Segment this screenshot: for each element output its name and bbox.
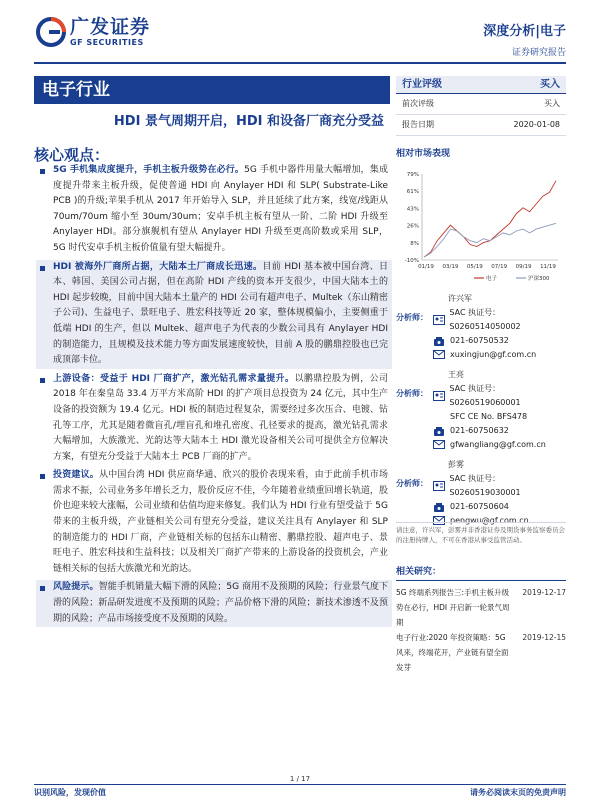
- rating-box: [396, 76, 566, 136]
- analyst-label: 分析师：: [396, 389, 428, 398]
- phone-icon: [432, 334, 446, 348]
- report-title: HDI 景气周期开启，HDI 和设备厂商充分受益: [113, 114, 384, 129]
- core-views-list: [40, 163, 388, 630]
- related-heading: 相关研究：: [396, 564, 566, 581]
- core-view-lead: 上游设备：受益于 HDI 厂商扩产，激光钻孔需求量提升。: [53, 373, 295, 384]
- id-card-icon: [432, 479, 445, 493]
- x-tick-label: 03/19: [442, 264, 459, 270]
- y-tick-label: -10%: [404, 258, 419, 264]
- related-item-title[interactable]: 5G 终端系列报告三:手机主板升级势在必行，HDI 开启新一轮景气周期: [396, 588, 510, 627]
- core-view-item: [36, 260, 392, 369]
- page-number: 1 / 17: [289, 775, 311, 783]
- analyst-block: [396, 292, 566, 362]
- rating-label: 行业评级: [402, 79, 442, 90]
- series-line-1: [424, 223, 556, 257]
- analyst-phone: 021-60750604: [450, 502, 509, 511]
- core-view-lead: 风险提示。: [53, 582, 99, 593]
- analyst-name: 许兴军: [448, 294, 472, 303]
- y-tick-label: 79%: [406, 172, 419, 178]
- report-type: 深度分析|电子: [483, 24, 566, 39]
- logo-en-text: GF SECURITIES: [70, 37, 144, 47]
- analyst-email[interactable]: pengwu@gf.com.cn: [450, 516, 529, 525]
- related-item-date: 2019-12-17: [522, 588, 566, 597]
- related-item[interactable]: [396, 630, 566, 675]
- core-view-text: [53, 580, 388, 627]
- legend-label: 电子: [486, 276, 498, 282]
- company-logo: [36, 14, 166, 50]
- core-view-body: 5G 手机中器件用量大幅增加，集成度提升带来主板升级，促使普通 HDI 向 Anylayer HDI 和 SLP( Substrate-Like PCB )的升级;苹果手机从 2017 年开始导入 SLP，并且延续了此方案，线宽/线距从 70um/70um 缩小至 30um/30um；安卓手机主板有望从一阶、二阶 HDI 升级至 Anylayer HDI。部分旗舰机有望从 Anylayer HDI 升级至更高阶数或采用 SLP，5G 时代安卓手机主板价值量有望大幅提升。: [53, 165, 388, 253]
- core-view-text: [53, 372, 388, 466]
- rating-row-label: 报告日期: [402, 120, 434, 129]
- analyst-block: [396, 458, 566, 528]
- bullet-square-icon: [40, 586, 45, 591]
- relative-performance-chart: [396, 168, 566, 284]
- core-view-text: [53, 260, 388, 369]
- analyst-block: [396, 368, 566, 452]
- rating-row-date: [396, 115, 566, 136]
- analyst-disclaimer: 请注意，许兴军，彭雾并非香港证券及期货事务监察委员会的注册持牌人，不可在香港从事受监管活动。: [396, 522, 566, 545]
- analyst-license: SAC 执证号：S0260514050002: [449, 308, 521, 331]
- analyst-label: 分析师：: [396, 479, 428, 488]
- analyst-phone: 021-60750532: [450, 336, 509, 345]
- x-tick-label: 07/19: [491, 264, 508, 270]
- core-view-body: 从中国台湾 HDI 供应商华通、欣兴的股价表现来看，由于此前手机市场需求不振，公司业务多年增长乏力，股价反应不佳，今年随着业绩重回增长轨道，股价也迎来较大涨幅，公司业绩和估值均迎来修复。我们认为 HDI 行业有望受益于 5G 带来的主板升级，产业链相关公司有望充分受益，建议关注具有 Anylayer 和 SLP 的制造能力的 HDI 厂商，产业链相关标的包括东山精密、鹏鼎控股、超声电子、景旺电子、胜宏科技和生益科技；以及相关厂商扩产带来的上游设备的投资机会，产业链相关标的包括大族激光和光韵达。: [53, 470, 388, 574]
- y-tick-label: 61%: [406, 189, 419, 196]
- analyst-phone: 021-60750632: [450, 426, 509, 435]
- rating-value: 买入: [540, 79, 560, 90]
- rating-row-label: 前次评级: [402, 99, 434, 108]
- logo-cn-text: 广发证券: [70, 15, 151, 38]
- phone-icon: [432, 424, 446, 438]
- analyst-name: 彭雾: [448, 460, 464, 469]
- x-tick-label: 09/19: [515, 264, 532, 270]
- bullet-square-icon: [40, 378, 45, 383]
- core-views-heading: 核心观点：: [34, 146, 110, 164]
- report-subtype: 证券研究报告: [511, 48, 566, 58]
- analyst-label: 分析师：: [396, 313, 428, 322]
- email-icon: [432, 438, 446, 452]
- x-tick-label: 11/19: [540, 264, 556, 270]
- related-item-title[interactable]: 电子行业:2020 年投资策略：5G 风来，终端花开，产业链有望全面发芽: [396, 633, 509, 672]
- core-view-body: 以鹏鼎控股为例，公司 2018 年在秦皇岛 33.4 万平方米高阶 HDI 的扩产项目总投资为 24 亿元，其中生产设备的投资额为 19.4 亿元。HDI 板的制造过程复杂，需要经过多次压合、电镀、钻孔等工序，尤其是随着微盲孔/埋盲孔和堆孔密度、孔径要求的提高，激光钻孔需求大幅增加，大族激光、光韵达等大陆本土 HDI 激光设备相关公司可提供全方位解决方案，有望充分受益于大陆本土 PCB 厂商的扩产。: [53, 373, 388, 462]
- bullet-square-icon: [40, 266, 45, 271]
- analyst-email[interactable]: gfwangliang@gf.com.cn: [450, 440, 546, 449]
- y-tick-label: 8%: [410, 240, 419, 247]
- footer-disclaimer-note: 请务必阅读末页的免责声明: [470, 788, 566, 797]
- rating-header: [396, 76, 566, 94]
- page-footer: [34, 784, 566, 798]
- page-header: [0, 0, 600, 64]
- y-tick-label: 43%: [406, 206, 419, 213]
- id-card-icon: [432, 389, 445, 403]
- series-line-0: [424, 181, 556, 257]
- related-item[interactable]: [396, 585, 566, 630]
- footer-slogan: 识别风险，发现价值: [34, 788, 106, 797]
- core-view-item: [36, 580, 392, 627]
- rating-row-value: 买入: [544, 99, 560, 108]
- analysts-section: [396, 292, 566, 534]
- legend-label: 沪深300: [528, 276, 550, 282]
- x-tick-label: 01/19: [418, 264, 434, 270]
- core-view-body: 目前 HDI 基本被中国台湾、日本、韩国、美国公司占据，但在高阶 HDI 产线的资本开支很少，中国大陆本土的 HDI 起步较晚，目前中国大陆本土量产的 HDI 公司有超声电子、Multek（东山精密子公司)、生益电子、景旺电子、胜宏科技等近 20 家，整体规模偏小，主要侧重于低端 HDI 的生产，但以 Multek、超声电子为代表的少数公司具有 Anylayer HDI 的制造能力，且规模及技术能力等方面发展速度较快，目前 A 股的鹏鼎控股也已完成顶部卡位。: [53, 261, 388, 366]
- core-view-item: [40, 468, 388, 577]
- phone-icon: [432, 500, 446, 514]
- bullet-square-icon: [40, 169, 45, 174]
- analyst-license: SAC 执证号：S0260519060001: [449, 384, 521, 407]
- core-view-text: [53, 163, 388, 257]
- email-icon: [432, 348, 446, 362]
- core-view-lead: HDI 被海外厂商所占据，大陆本土厂商成长迅速。: [53, 261, 263, 272]
- gf-logo-icon: [36, 17, 66, 47]
- analyst-email[interactable]: xuxingjun@gf.com.cn: [450, 350, 537, 359]
- core-view-body: 智能手机销量大幅下滑的风险；5G 商用不及预期的风险；行业景气度下滑的风险；新品研发进度不及预期的风险；产品价格下滑的风险；新技术渗透不及预期的风险；产品市场接受度不及预期的风险。: [53, 582, 388, 624]
- analyst-sfc: SFC CE No. BFS478: [450, 412, 528, 421]
- analyst-name: 王亮: [448, 370, 464, 379]
- chart-title: 相对市场表现: [396, 149, 451, 159]
- related-item-date: 2019-12-15: [522, 633, 566, 642]
- core-view-lead: 投资建议。: [53, 470, 99, 481]
- rating-row-previous: [396, 94, 566, 115]
- analyst-license: SAC 执证号：S0260519030001: [449, 474, 521, 497]
- core-view-lead: 5G 手机集成度提升，手机主板升级势在必行。: [53, 165, 245, 175]
- related-research: [396, 564, 566, 675]
- x-tick-label: 05/19: [466, 264, 483, 270]
- header-divider: [34, 62, 566, 64]
- core-view-item: [40, 372, 388, 466]
- core-view-item: [40, 163, 388, 257]
- y-tick-label: 26%: [406, 223, 419, 230]
- bullet-square-icon: [40, 474, 45, 479]
- core-view-text: [53, 468, 388, 577]
- industry-banner: 电子行业: [34, 76, 390, 104]
- rating-row-value: 2020-01-08: [513, 120, 560, 129]
- id-card-icon: [432, 313, 445, 327]
